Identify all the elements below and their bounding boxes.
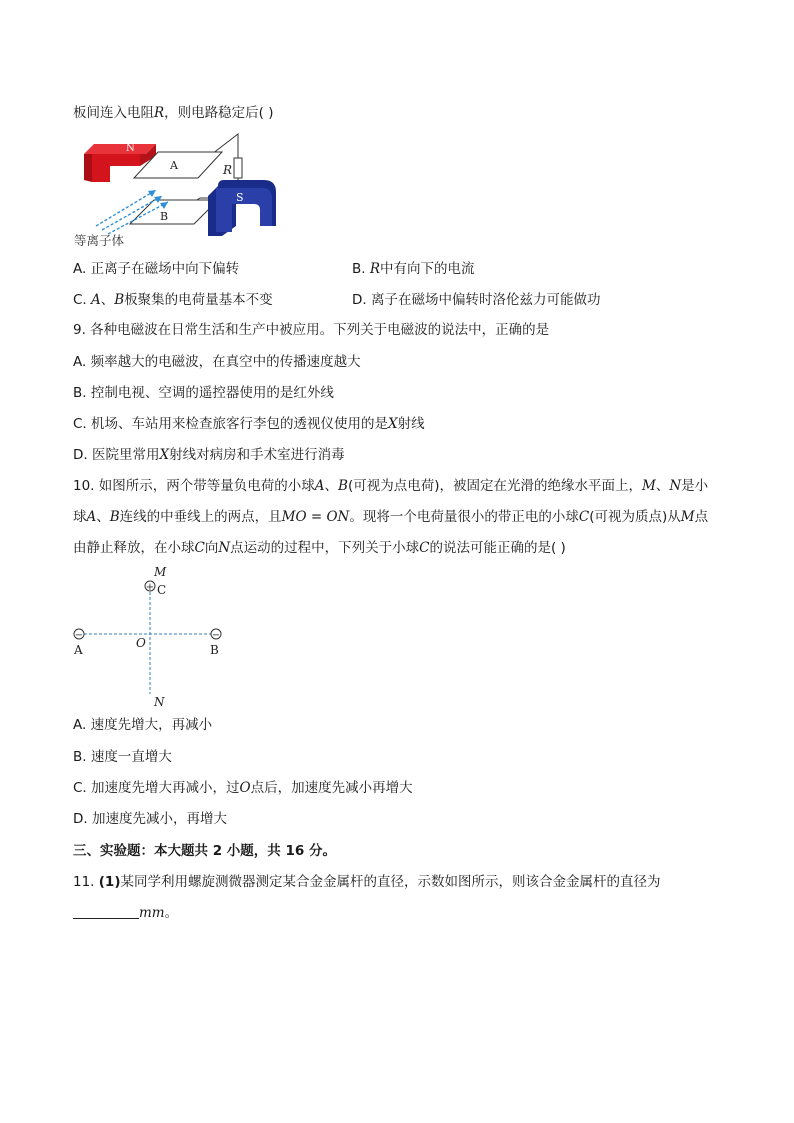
resistor-label: R <box>223 163 233 177</box>
svg-text:+: + <box>145 582 155 593</box>
q8-stem: 板间连入电阻R，则电路稳定后( ) <box>73 105 274 121</box>
q8-figure <box>72 130 282 252</box>
plate-a-label: A <box>170 159 178 172</box>
q9-option-c[interactable]: C. 机场、车站用来检查旅客行李包的透视仪使用的是X射线 <box>73 416 425 432</box>
q8-option-a[interactable]: A. 正离子在磁场中向下偏转 <box>73 261 240 277</box>
magnet-s-label: S <box>236 191 244 204</box>
svg-text:−: − <box>211 630 221 641</box>
q10-stem-line3: 由静止释放，在小球C向N点运动的过程中，下列关于小球C的说法可能正确的是( ) <box>73 540 566 556</box>
q8-option-c[interactable]: C. A、B板聚集的电荷量基本不变 <box>73 292 273 308</box>
q9-option-a[interactable]: A. 频率越大的电磁波，在真空中的传播速度越大 <box>73 354 361 370</box>
q10-stem-line1: 10. 如图所示，两个带等量负电荷的小球A、B(可视为点电荷)，被固定在光滑的绝缘水平面上，M、N是小 <box>73 478 709 494</box>
q10-stem-line2: 球A、B连线的中垂线上的两点，且MO = ON。现将一个电荷量很小的带正电的小球C(可视为质点)从M点 <box>73 509 709 525</box>
answer-blank[interactable] <box>73 904 139 919</box>
q10-option-d[interactable]: D. 加速度先减小，再增大 <box>73 811 227 827</box>
svg-text:−: − <box>74 630 84 641</box>
plate-b <box>130 200 218 224</box>
q10-figure <box>66 564 236 712</box>
q11-stem: 11. (1)某同学利用螺旋测微器测定某合金金属杆的直径，示数如图所示，则该合金金属杆的直径为 <box>73 874 661 890</box>
plate-b-label: B <box>160 210 169 223</box>
q10-option-b[interactable]: B. 速度一直增大 <box>73 749 172 765</box>
q10-option-a[interactable]: A. 速度先增大，再减小 <box>73 717 213 733</box>
south-magnet <box>208 180 276 236</box>
point-a-label: A <box>74 643 83 657</box>
q9-option-d[interactable]: D. 医院里常用X射线对病房和手术室进行消毒 <box>73 447 345 463</box>
q8-option-d[interactable]: D. 离子在磁场中偏转时洛伦兹力可能做功 <box>352 292 601 308</box>
point-m-label: M <box>154 565 167 579</box>
point-o-label: O <box>136 636 146 650</box>
point-n-label: N <box>154 695 165 709</box>
magnet-n-label: N <box>126 143 135 154</box>
q10-option-c[interactable]: C. 加速度先增大再减小，过O点后，加速度先减小再增大 <box>73 780 413 796</box>
q9-option-b[interactable]: B. 控制电视、空调的遥控器使用的是红外线 <box>73 385 334 401</box>
plasma-label: 等离子体 <box>74 233 125 248</box>
point-c-label: C <box>157 583 167 597</box>
point-b-label: B <box>210 643 219 657</box>
q9-stem: 9. 各种电磁波在日常生活和生产中被应用。下列关于电磁波的说法中，正确的是 <box>73 322 550 338</box>
q11-answer-line: mm。 <box>73 903 178 923</box>
q8-option-b[interactable]: B. R中有向下的电流 <box>352 261 475 277</box>
section-3-heading: 三、实验题：本大题共 2 小题，共 16 分。 <box>73 843 336 859</box>
